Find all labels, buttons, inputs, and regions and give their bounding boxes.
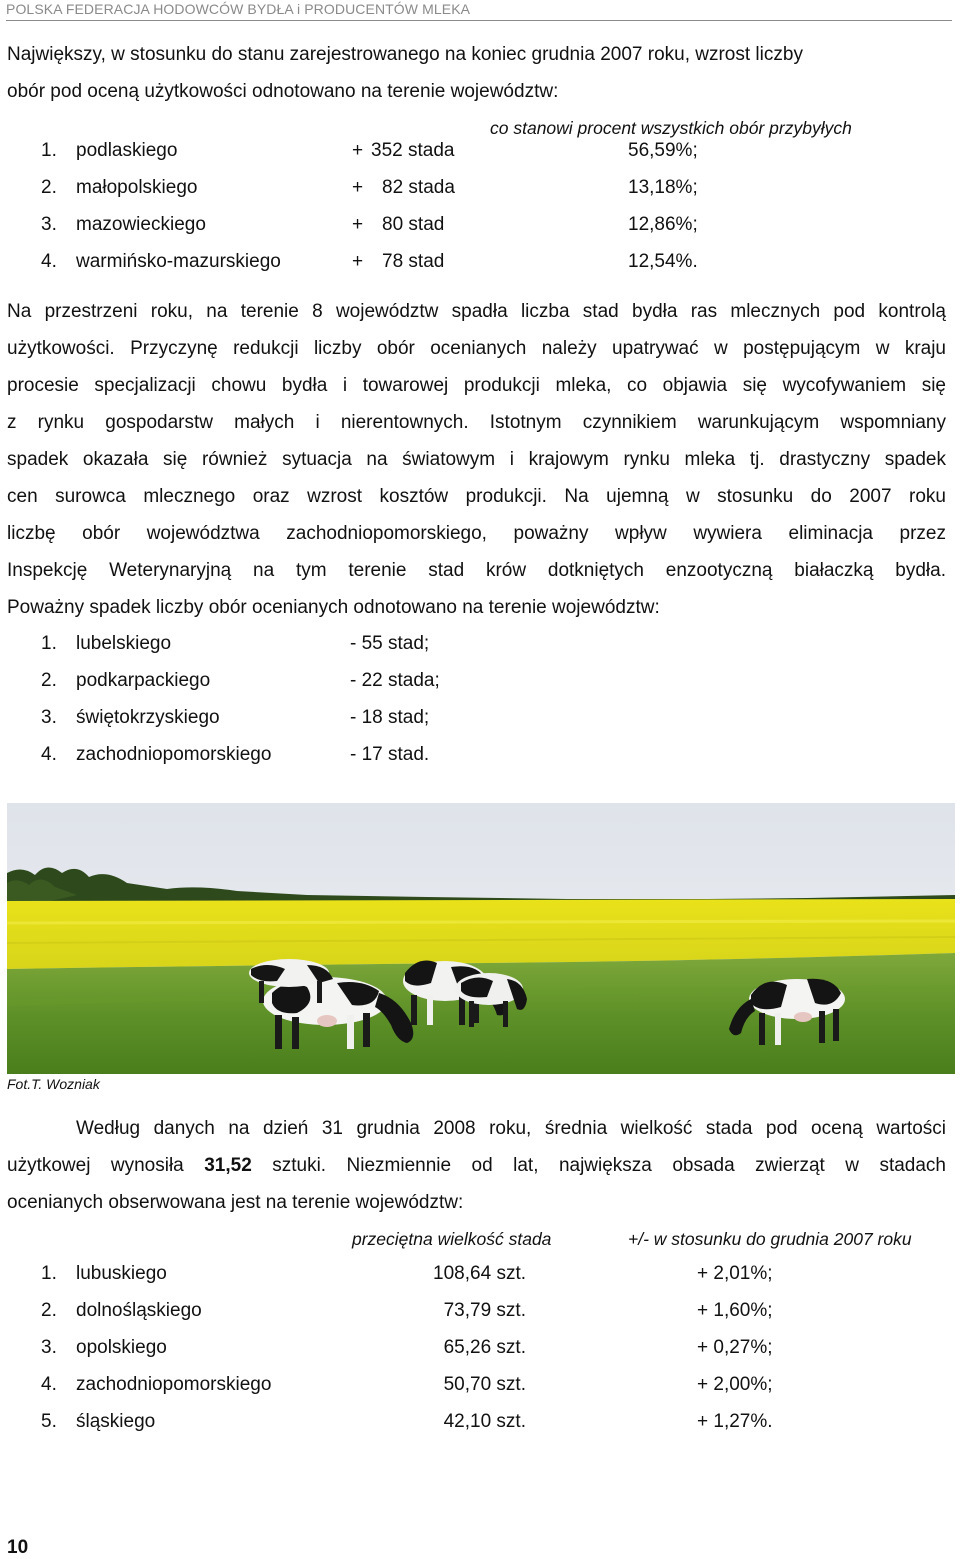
percent: 13,18%; — [628, 177, 698, 198]
voivodeship-name: mazowieckiego — [76, 214, 206, 235]
running-header: POLSKA FEDERACJA HODOWCÓW BYDŁA i PRODUCENTÓW MLEKA — [6, 0, 952, 21]
paragraph-line: procesie specjalizacji chowu bydła i towarowej produkcji mleka, co objawia się wycofywaniem się — [7, 375, 946, 396]
paragraph-line: Poważny spadek liczby obór ocenianych odnotowano na terenie województw: — [7, 597, 660, 618]
average-herd-size: 73,79 szt. — [443, 1300, 526, 1321]
change-percent: + 2,01%; — [697, 1263, 773, 1284]
intro-line-1: Największy, w stosunku do stanu zarejestrowanego na koniec grudnia 2007 roku, wzrost liczby — [7, 44, 803, 65]
body-paragraph — [7, 293, 946, 626]
row-number: 4. — [41, 1374, 57, 1395]
photo-caption: Fot.T. Wozniak — [7, 1076, 100, 1092]
sign: + — [352, 140, 364, 161]
voivodeship-name: opolskiego — [76, 1337, 167, 1358]
row-number: 4. — [41, 744, 57, 765]
row-number: 1. — [41, 140, 57, 161]
row-number: 1. — [41, 1263, 57, 1284]
percent: 12,54%. — [628, 251, 698, 272]
herd-count: - 17 stad. — [350, 744, 430, 765]
paragraph-line: z rynku gospodarstw małych i nierentownych. Istotnym czynnikiem warunkującym wspomniany — [7, 412, 946, 433]
average-herd-value: 31,52 — [204, 1155, 252, 1176]
row-number: 3. — [41, 214, 57, 235]
voivodeship-name: świętokrzyskiego — [76, 707, 220, 728]
row-number: 3. — [41, 1337, 57, 1358]
intro-line-2: obór pod oceną użytkowości odnotowano na terenie województw: — [7, 81, 559, 102]
herd-count: - 18 stad; — [350, 707, 430, 728]
sign: + — [352, 251, 364, 272]
paragraph-line: cen surowca mlecznego oraz wzrost kosztów produkcji. Na ujemną w stosunku do 2007 roku — [7, 486, 946, 507]
cows-pasture-photo — [7, 803, 955, 1074]
average-herd-size: 65,26 szt. — [443, 1337, 526, 1358]
sign: + — [352, 177, 364, 198]
voivodeship-name: podlaskiego — [76, 140, 178, 161]
voivodeship-name: zachodniopomorskiego — [76, 744, 272, 765]
paragraph-line — [7, 1147, 946, 1184]
percent: 56,59%; — [628, 140, 698, 161]
change-percent: + 1,27%. — [697, 1411, 773, 1432]
change-percent: + 0,27%; — [697, 1337, 773, 1358]
herd-count: 352 stada — [371, 140, 455, 161]
voivodeship-name: śląskiego — [76, 1411, 156, 1432]
row-number: 3. — [41, 707, 57, 728]
change-percent: + 2,00%; — [697, 1374, 773, 1395]
herd-count: - 22 stada; — [350, 670, 440, 691]
page-number: 10 — [7, 1537, 29, 1558]
text-segment: użytkowej wynosiła — [7, 1155, 184, 1176]
herd-count: - 55 stad; — [350, 633, 430, 654]
column-header-average: przeciętna wielkość stada — [352, 1229, 552, 1249]
percent: 12,86%; — [628, 214, 698, 235]
paragraph-line: liczbę obór województwa zachodniopomorskiego, poważny wpływ wywiera eliminacja przez — [7, 523, 946, 544]
sign: + — [352, 214, 364, 235]
average-herd-size: 50,70 szt. — [443, 1374, 526, 1395]
voivodeship-name: lubelskiego — [76, 633, 172, 654]
average-herd-size: 42,10 szt. — [443, 1411, 526, 1432]
average-herd-size: 108,64 szt. — [433, 1263, 526, 1284]
paragraph-line: Na przestrzeni roku, na terenie 8 województw spadła liczba stad bydła ras mlecznych pod kontrolą — [7, 301, 946, 322]
voivodeship-name: warmińsko-mazurskiego — [76, 251, 281, 272]
voivodeship-name: lubuskiego — [76, 1263, 167, 1284]
column-header-change: +/- w stosunku do grudnia 2007 roku — [628, 1229, 912, 1249]
row-number: 4. — [41, 251, 57, 272]
voivodeship-name: zachodniopomorskiego — [76, 1374, 272, 1395]
voivodeship-name: małopolskiego — [76, 177, 198, 198]
herd-count: 82 stada — [382, 177, 455, 198]
paragraph-line: Według danych na dzień 31 grudnia 2008 roku, średnia wielkość stada pod oceną wartości — [76, 1118, 946, 1139]
voivodeship-name: podkarpackiego — [76, 670, 211, 691]
voivodeship-name: dolnośląskiego — [76, 1300, 202, 1321]
row-number: 2. — [41, 1300, 57, 1321]
paragraph-line: spadek okazała się również sytuacja na światowym i krajowym rynku mleka tj. drastyczny spadek — [7, 449, 946, 470]
paragraph-line: ocenianych obserwowana jest na terenie województw: — [7, 1192, 464, 1213]
row-number: 1. — [41, 633, 57, 654]
row-number: 2. — [41, 177, 57, 198]
paragraph-line: użytkowości. Przyczynę redukcji liczby obór ocenianych należy upatrywać w postępującym w kraju — [7, 338, 946, 359]
row-number: 5. — [41, 1411, 57, 1432]
change-percent: + 1,60%; — [697, 1300, 773, 1321]
paragraph-line: Inspekcję Weterynaryjną na tym terenie stad krów dotkniętych enzootyczną białaczką bydła. — [7, 560, 946, 581]
row-number: 2. — [41, 670, 57, 691]
increase-column-header: co stanowi procent wszystkich obór przybyłych — [490, 118, 852, 138]
herd-count: 78 stad — [382, 251, 445, 272]
avg-paragraph — [7, 1110, 946, 1221]
herd-count: 80 stad — [382, 214, 445, 235]
text-segment: sztuki. Niezmiennie od lat, największa obsada zwierząt w stadach — [272, 1155, 946, 1176]
